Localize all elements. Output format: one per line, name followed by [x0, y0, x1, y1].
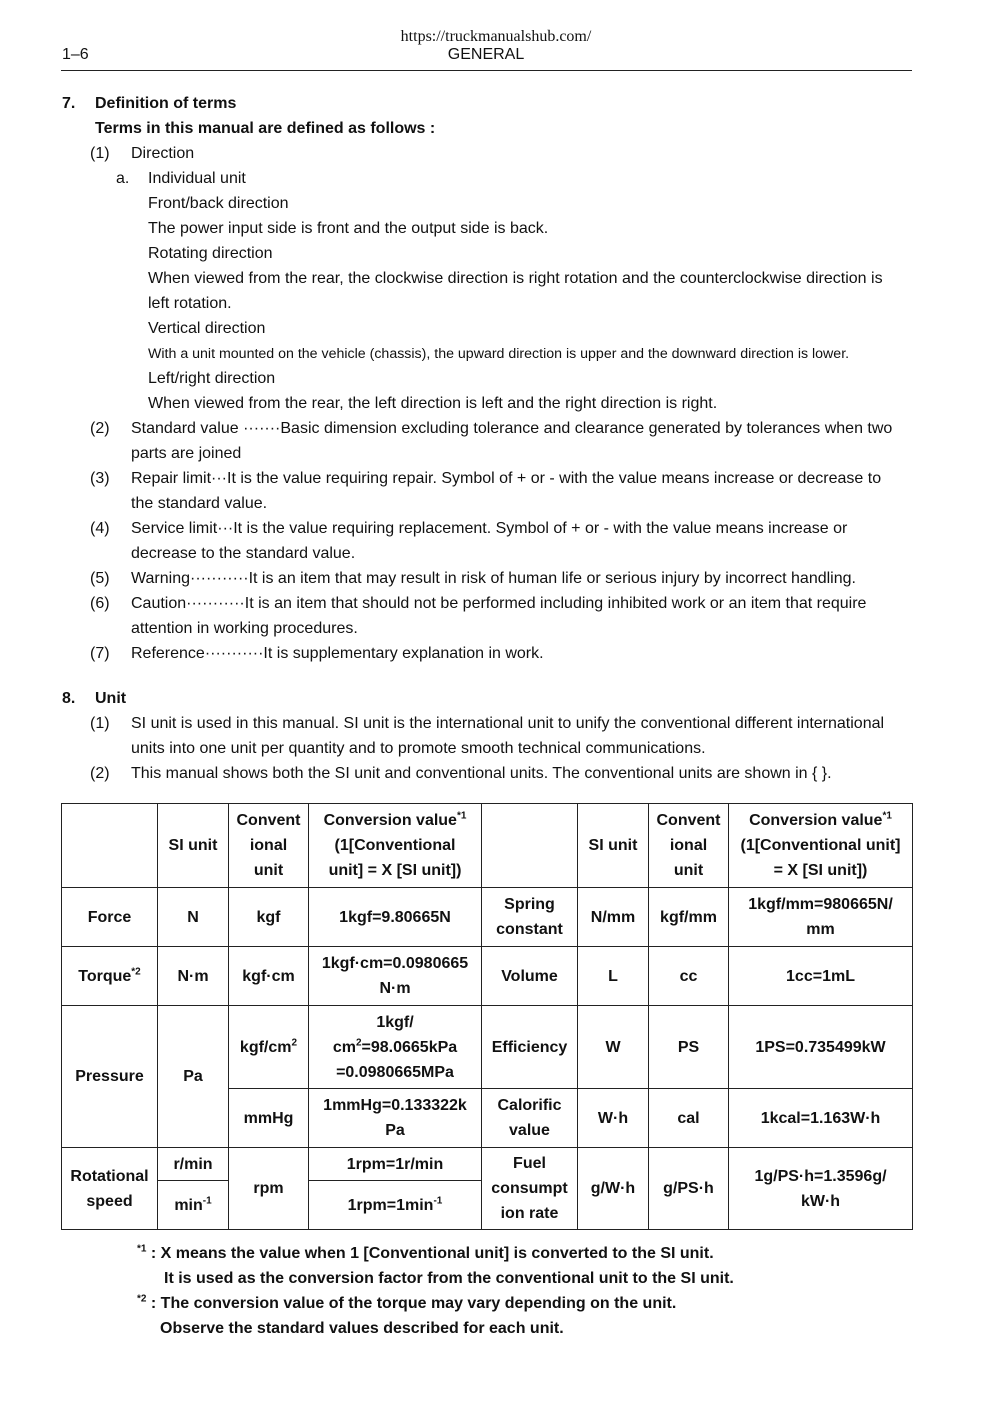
item-6-number: (6)	[90, 595, 110, 612]
si-unit-pressure: Pa	[158, 1006, 229, 1148]
header-conversion-value-right: Conversion value$^{*1}$ (1[Conventional unit] = X [SI unit])	[729, 804, 913, 888]
quantity-pressure: Pressure	[62, 1006, 158, 1148]
item-5-number: (5)	[90, 570, 110, 587]
table-row-rotational-a	[62, 1148, 913, 1181]
item-2-text-cont: parts are joined	[131, 445, 242, 462]
leftright-text: When viewed from the rear, the left direction is left and the right direction is right.	[148, 395, 718, 412]
table-header-row	[62, 804, 913, 888]
conversion-pressure-kgf: 1kgf/ $cm^2=98.0665kPa$ =0.0980665MPa	[309, 1006, 482, 1089]
footnote-1: $^{*1}$ : X means the value when 1 [Conventional unit] is converted to the SI unit.	[137, 1243, 714, 1262]
item-7-text: Reference···········It is supplementary explanation in work.	[131, 645, 544, 662]
unit-conversion-table	[61, 803, 913, 1230]
item-5-text: Warning···········It is an item that may result in risk of human life or serious injury by incorrect handling.	[131, 570, 856, 587]
table-row-pressure-a	[62, 1006, 913, 1089]
quantity-rotational-speed: Rotational speed	[62, 1148, 158, 1230]
rotating-text-cont: left rotation.	[148, 295, 232, 312]
header-conversion-value: Conversion value$^{*1}$ (1[Conventional unit] = X [SI unit])	[309, 804, 482, 888]
vertical-text: With a unit mounted on the vehicle (chassis), the upward direction is upper and the downward direction is lower.	[148, 346, 850, 362]
section-7-intro: Terms in this manual are defined as follows :	[95, 120, 436, 137]
section-7-number: 7.	[62, 95, 76, 112]
conv-unit-pressure-mmhg: mmHg	[229, 1089, 309, 1148]
quantity-calorific-value: Calorific value	[482, 1089, 578, 1148]
conversion-fuel-consumption: 1g/PS·h=1.3596g/ kW·h	[729, 1148, 913, 1230]
conv-unit-volume: cc	[649, 947, 729, 1006]
section-title: GENERAL	[447, 46, 525, 63]
item-6-text: Caution···········It is an item that should not be performed including inhibited work or an item that require	[131, 595, 867, 612]
unit-item-2-text: This manual shows both the SI unit and conventional units. The conventional units are shown in { }.	[131, 765, 832, 782]
item-3-text-cont: the standard value.	[131, 495, 268, 512]
si-unit-rotational-min: $\min^{-1}$	[158, 1181, 229, 1230]
si-unit-efficiency: W	[578, 1006, 649, 1089]
quantity-spring-constant: Spring constant	[482, 888, 578, 947]
si-unit-fuel-consumption: g/W·h	[578, 1148, 649, 1230]
item-2-text: Standard value ·······Basic dimension excluding tolerance and clearance generated by tolerances when two	[131, 420, 893, 437]
conv-unit-pressure-kgf: kgf/$cm^2$	[229, 1006, 309, 1089]
header-conventional-unit-right: Convent ional unit	[649, 804, 729, 888]
unit-item-2-number: (2)	[90, 765, 110, 782]
front-back-text: The power input side is front and the output side is back.	[148, 220, 549, 237]
conv-unit-calorific-value: cal	[649, 1089, 729, 1148]
unit-item-1-text: SI unit is used in this manual. SI unit is the international unit to unify the conventional different international	[131, 715, 885, 732]
quantity-force: Force	[62, 888, 158, 947]
leftright-title: Left/right direction	[148, 370, 276, 387]
conversion-torque: 1kgf·cm=0.0980665 N·m	[309, 947, 482, 1006]
conv-unit-fuel-consumption: g/PS·h	[649, 1148, 729, 1230]
item-3-number: (3)	[90, 470, 110, 487]
si-unit-force: N	[158, 888, 229, 947]
conversion-rotational-min: $1rpm=1\min^{-1}$	[309, 1181, 482, 1230]
item-4-text: Service limit···It is the value requiring replacement. Symbol of + or - with the value means increase or	[131, 520, 848, 537]
conversion-spring-constant: 1kgf/mm=980665N/ mm	[729, 888, 913, 947]
conv-unit-torque: kgf·cm	[229, 947, 309, 1006]
item-4-number: (4)	[90, 520, 110, 537]
unit-item-1-text-cont: units into one unit per quantity and to promote smooth technical communications.	[131, 740, 706, 757]
item-6-text-cont: attention in working procedures.	[131, 620, 358, 637]
table-row-torque	[62, 947, 913, 1006]
conv-unit-rotational: rpm	[229, 1148, 309, 1230]
header-blank-right	[482, 804, 578, 888]
conversion-force: 1kgf=9.80665N	[309, 888, 482, 947]
rotating-title: Rotating direction	[148, 245, 273, 262]
item-1-label: Direction	[131, 145, 195, 162]
quantity-torque: Torque$^{*2}$	[62, 947, 158, 1006]
quantity-volume: Volume	[482, 947, 578, 1006]
section-8-number: 8.	[62, 690, 76, 707]
item-4-text-cont: decrease to the standard value.	[131, 545, 356, 562]
item-7-number: (7)	[90, 645, 110, 662]
front-back-title: Front/back direction	[148, 195, 289, 212]
table-row-force	[62, 888, 913, 947]
footnote-2-cont: Observe the standard values described for each unit.	[160, 1320, 564, 1337]
si-unit-volume: L	[578, 947, 649, 1006]
conversion-efficiency: 1PS=0.735499kW	[729, 1006, 913, 1089]
header-blank-left	[62, 804, 158, 888]
section-7-heading: Definition of terms	[95, 95, 237, 112]
si-unit-torque: N·m	[158, 947, 229, 1006]
conv-unit-force: kgf	[229, 888, 309, 947]
source-url[interactable]: https://truckmanualshub.com/	[400, 28, 592, 45]
sub-a-letter: a.	[116, 170, 130, 187]
header-rule	[61, 70, 912, 71]
header-conventional-unit: Convent ional unit	[229, 804, 309, 888]
vertical-title: Vertical direction	[148, 320, 266, 337]
unit-item-1-number: (1)	[90, 715, 110, 732]
conversion-pressure-mmhg: 1mmHg=0.133322k Pa	[309, 1089, 482, 1148]
sub-a-label: Individual unit	[148, 170, 246, 187]
si-unit-rotational-rmin: r/min	[158, 1148, 229, 1181]
conv-unit-spring-constant: kgf/mm	[649, 888, 729, 947]
item-2-number: (2)	[90, 420, 110, 437]
conv-unit-efficiency: PS	[649, 1006, 729, 1089]
page-number: 1–6	[62, 46, 89, 63]
section-8-heading: Unit	[95, 690, 127, 707]
conversion-rotational-rmin: 1rpm=1r/min	[309, 1148, 482, 1181]
si-unit-spring-constant: N/mm	[578, 888, 649, 947]
footnote-1-cont: It is used as the conversion factor from the conventional unit to the SI unit.	[164, 1270, 734, 1287]
conversion-volume: 1cc=1mL	[729, 947, 913, 1006]
header-si-unit: SI unit	[158, 804, 229, 888]
si-unit-calorific-value: W·h	[578, 1089, 649, 1148]
footnote-2: $^{*2}$ : The conversion value of the torque may vary depending on the unit.	[137, 1293, 677, 1312]
conversion-calorific-value: 1kcal=1.163W·h	[729, 1089, 913, 1148]
header-si-unit-right: SI unit	[578, 804, 649, 888]
item-3-text: Repair limit···It is the value requiring repair. Symbol of + or - with the value means increase or decrease to	[131, 470, 882, 487]
quantity-efficiency: Efficiency	[482, 1006, 578, 1089]
rotating-text: When viewed from the rear, the clockwise direction is right rotation and the counterclockwise direction is	[148, 270, 883, 287]
quantity-fuel-consumption-rate: Fuel consumpt ion rate	[482, 1148, 578, 1230]
item-1-number: (1)	[90, 145, 110, 162]
